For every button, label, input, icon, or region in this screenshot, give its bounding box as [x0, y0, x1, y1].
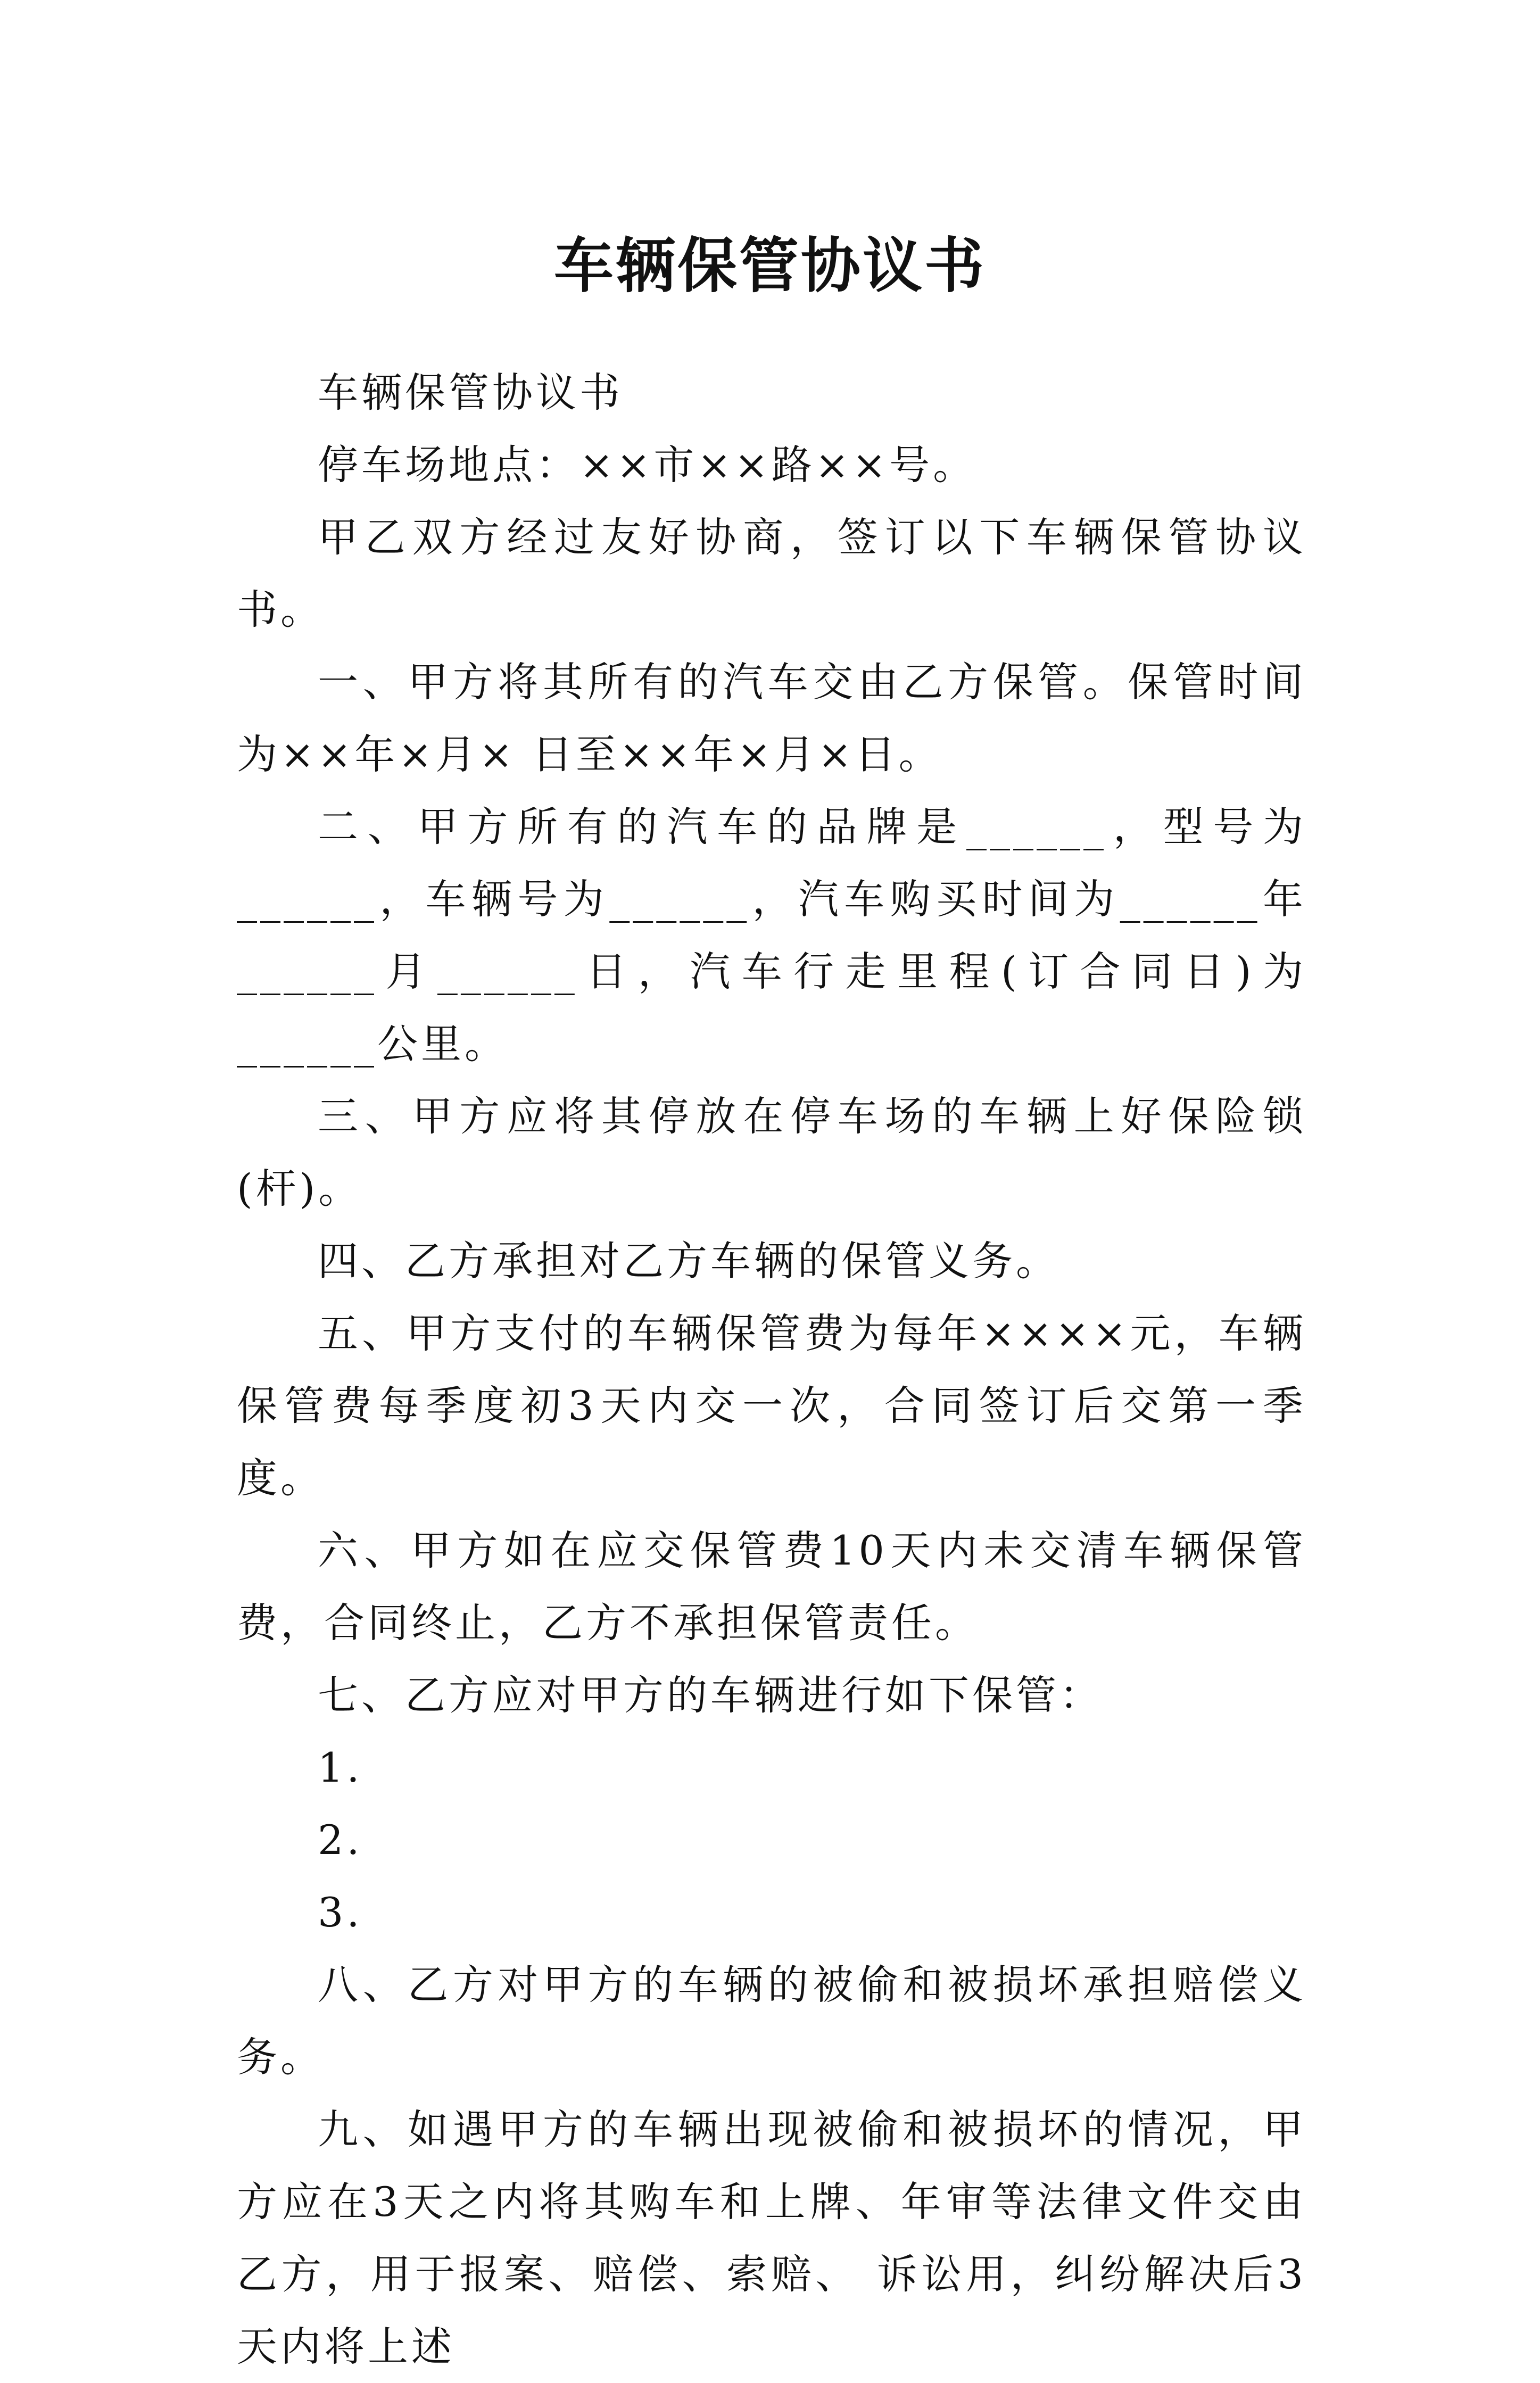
paragraph-preamble: 甲乙双方经过友好协商，签订以下车辆保管协议书。	[237, 514, 1306, 633]
clause-8: 八、乙方对甲方的车辆的被偷和被损坏承担赔偿义务。	[237, 1961, 1306, 2081]
document-title: 车辆保管协议书	[554, 231, 986, 301]
clause-7: 七、乙方应对甲方的车辆进行如下保管：	[318, 1672, 1103, 1719]
clause-2: 二、甲方所有的汽车的品牌是______，型号为______，车辆号为______，汽车购买时间为______年______月______日，汽车行走里程(订合同日)为______公里。	[237, 803, 1306, 1068]
clause-7-item-3: 3.	[318, 1889, 363, 1936]
document-body	[237, 357, 1306, 2383]
clause-1: 一、甲方将其所有的汽车交由乙方保管。保管时间为××年×月× 日至××年×月×日。	[237, 658, 1306, 778]
clause-9: 九、如遇甲方的车辆出现被偷和被损坏的情况，甲方应在3天之内将其购车和上牌、年审等法律文件交由乙方，用于报案、赔偿、索赔、 诉讼用，纠纷解决后3天内将上述	[237, 2106, 1306, 2370]
clause-7-item-2: 2.	[318, 1816, 363, 1864]
paragraph-subtitle: 车辆保管协议书	[318, 369, 623, 416]
clause-5: 五、甲方支付的车辆保管费为每年××××元，车辆保管费每季度初3天内交一次，合同签订后交第一季度。	[237, 1310, 1306, 1502]
clause-7-item-1: 1.	[318, 1744, 363, 1791]
clause-6: 六、甲方如在应交保管费10天内未交清车辆保管费，合同终止，乙方不承担保管责任。	[237, 1527, 1306, 1646]
paragraph-parking-location: 停车场地点：××市××路××号。	[318, 441, 977, 489]
clause-3: 三、甲方应将其停放在停车场的车辆上好保险锁(杆)。	[237, 1093, 1306, 1212]
clause-4: 四、乙方承担对乙方车辆的保管义务。	[318, 1237, 1059, 1285]
